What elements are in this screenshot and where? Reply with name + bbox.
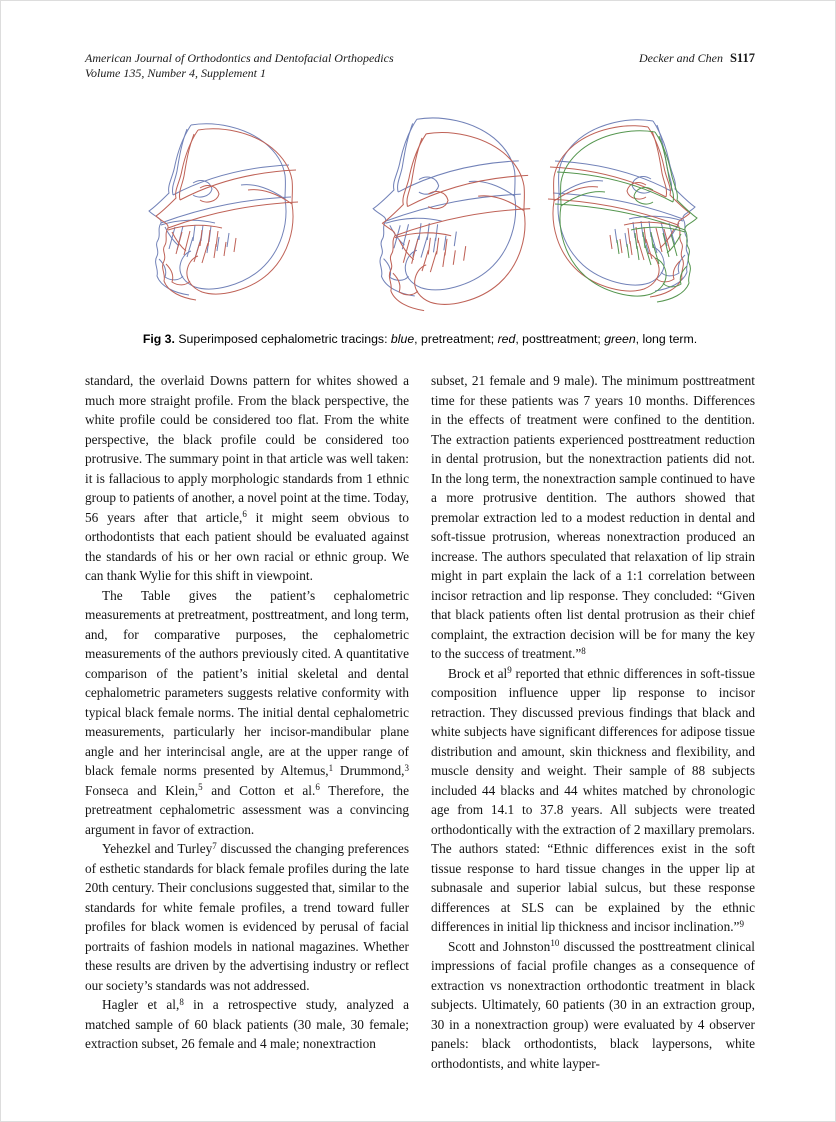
caption-label: Fig 3. <box>142 332 179 346</box>
running-authors: Decker and Chen <box>639 51 723 65</box>
reference-superscript: 9 <box>507 665 512 675</box>
journal-title: American Journal of Orthodontics and Dentofacial Orthopedics <box>85 51 394 65</box>
reference-superscript: 3 <box>404 762 409 773</box>
figure-3 <box>85 107 755 347</box>
reference-superscript: 6 <box>315 782 320 792</box>
caption-text: , pretreatment; <box>414 332 498 346</box>
reference-superscript: 7 <box>212 840 217 851</box>
paragraph: Brock et $al^9$ reported that ethnic differences in soft-tissue composition influence upper lip response to incisor retraction. They discussed previous findings that black and white subjects have significant differences for adipose tissue distribution and amount, skin thickness and flexibility, and muscle density and weight. Their sample of 88 subjects included 44 blacks and 44 whites matched by chronologic age from 14.1 to 37.8 years. All subjects were treated orthodontically with the extraction of 2 maxillary premolars. The authors stated: “Ethnic differences exist in the soft tissue response to hard tissue changes in the upper lip at subnasale and superior labial sulcus, but these response differences at SLS can be explained by the ethnic differences in initial lip thickness and incisor inclination.”$^9$ <box>431 665 756 934</box>
running-head <box>639 51 755 66</box>
caption-text: green <box>604 332 636 346</box>
journal-masthead <box>85 51 394 81</box>
paragraph: Yehezkel and Turley$^7$ discussed the changing preferences of esthetic standards for black female profiles during the late 20th century. Their conclusions suggested that, similar to the standards for white female profiles, a trend toward fuller profiles for black women is evidenced by perusal of facial portraits of fashion models in national magazines. Whether these results are driven by the advertising industry or reflect our society’s standards was not addressed. <box>85 840 409 993</box>
paragraph: subset, 21 female and 9 male). The minimum posttreatment time for these patients was 7 years 10 months. Differences in the effects of treatment were confined to the dentition. The extraction patients experienced posttreatment reduction in dental protrusion, but the nonextraction patients did not. In the long term, the nonextraction sample continued to have a more protrusive dentition. The authors showed that premolar extraction led to a modest reduction in dental and soft-tissue protrusion, whereas nonextraction produced an increase. The authors speculated that relaxation of lip strain might in part explain the lack of a 1:1 correlation between incisor retraction and lip response. They concluded: “Given that black patients often list dental protrusion as their chief complaint, the extraction decision will be for many the key to the success of treatment.”$^8$ <box>431 373 755 661</box>
tracing-left <box>149 124 298 300</box>
figure-caption <box>85 332 755 347</box>
paragraph: Scott and Johnston$^{10}$ discussed the posttreatment clinical impressions of facial profile changes as a consequence of extraction vs nonextraction orthodontic treatment in black subjects. Ultimately, 60 patients (30 in an extraction group, 30 in a nonextraction group) were evaluated by 4 observer panels: black orthodontists, black laypersons, white orthodontists, and white layper- <box>431 938 756 1071</box>
reference-superscript: 9 <box>739 918 744 929</box>
reference-superscript: 1 <box>328 762 334 773</box>
cephalometric-tracings-image <box>85 107 757 322</box>
paragraph: The Table gives the patient’s cephalometric measurements at pretreatment, posttreatment, and long term, and, for comparative purposes, the cephalometric measurements of the authors previously cited. A quantitative comparison of the patient’s initial skeletal and dental cephalometric parameters suggests relative conformity with typical black female norms. The initial dental cephalometric measurements, particularly her incisor-mandibular plane angle and her interincisal angle, are at the upper range of black female norms presented by Altemus,$^1$ Drummond,$^3$ Fonseca and Klein,$^5$ and Cotton et al.$^6$ Therefore, the pretreatment cephalometric assessment was a convincing argument in favor of extraction. <box>85 587 409 837</box>
paragraph: standard, the overlaid Downs pattern for whites showed a much more straight profile. From the black perspective, the white profile could be considered too flat. From the white perspective, the black profile could be considered too protrusive. The summary point in that article was well taken: it is fallacious to apply morphologic standards from 1 ethnic group to patients of another, a novel point at the time. Today, 56 years after that article,$^6$ it might seem obvious to orthodontists that each patient should be evaluated against the standards of his or her own racial or ethnic group. We can thank Wylie for this shift in viewpoint. <box>85 373 409 583</box>
caption-text: Superimposed cephalometric tracings: <box>178 332 391 346</box>
reference-superscript: 10 <box>550 938 560 948</box>
paragraph: Hagler et al,$^8$ in a retrospective study, analyzed a matched sample of 60 black patients (30 male, 30 female; extraction subset, 26 female and 4 male; nonextraction <box>85 996 409 1051</box>
left-column <box>85 371 409 1073</box>
right-column <box>431 371 755 1073</box>
article-body <box>85 371 755 1073</box>
reference-superscript: 8 <box>179 996 184 1007</box>
journal-issue: Volume 135, Number 4, Supplement 1 <box>85 66 266 80</box>
page-number: S117 <box>729 51 755 65</box>
tracing-right <box>548 120 697 302</box>
reference-superscript: 6 <box>242 509 247 519</box>
caption-text: blue <box>390 332 415 346</box>
caption-text: , posttreatment; <box>515 332 605 346</box>
reference-superscript: 5 <box>198 782 203 792</box>
reference-superscript: 8 <box>581 645 586 656</box>
caption-text: red <box>497 332 516 346</box>
page-header <box>85 51 755 81</box>
caption-text: , long term. <box>635 332 698 346</box>
tracing-middle <box>373 118 530 311</box>
